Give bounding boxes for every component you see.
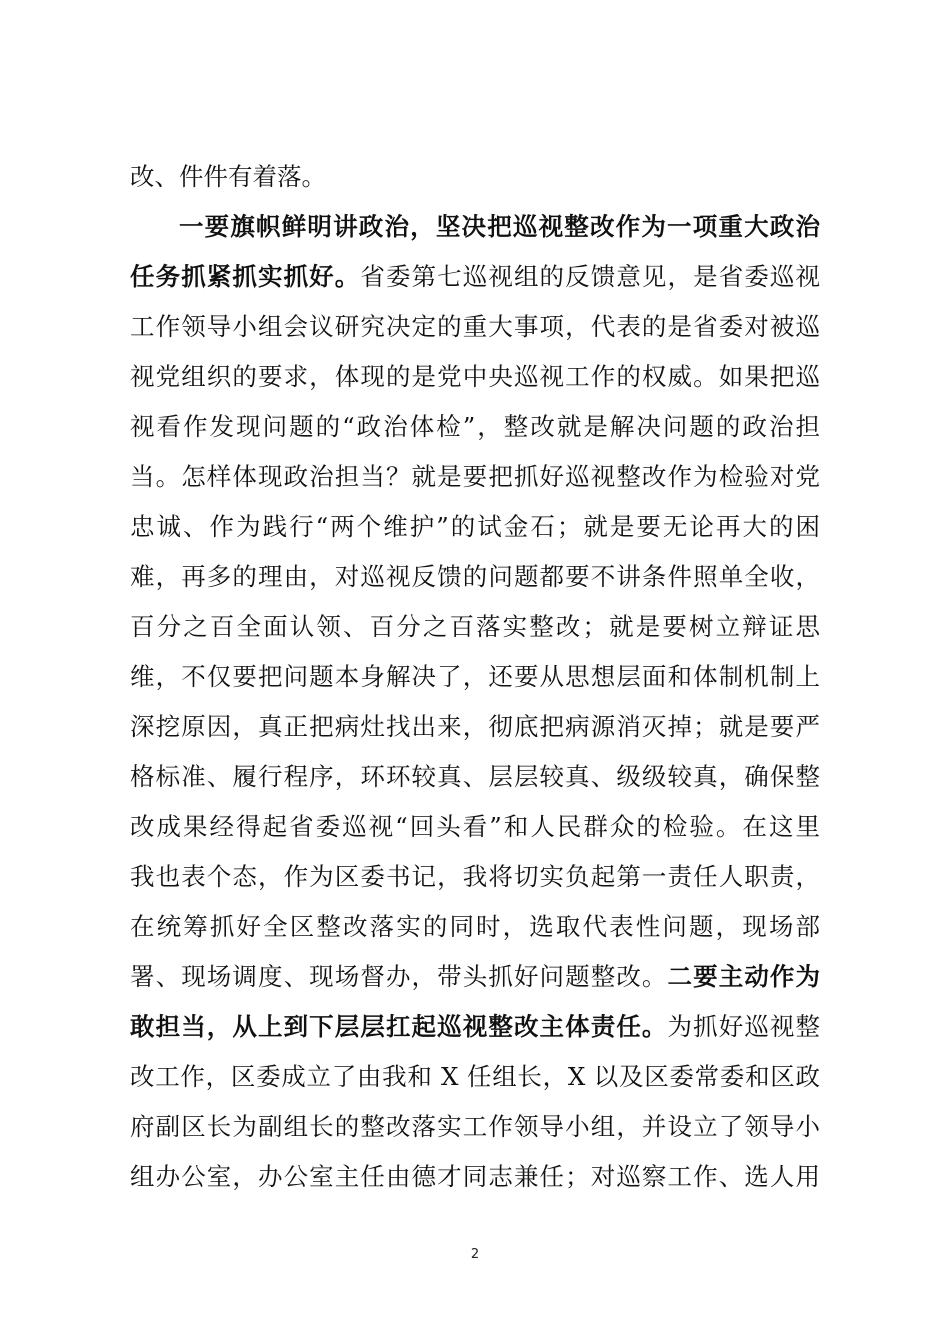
body-text (130, 152, 820, 1202)
bold-heading-2-end: 敢担当，从上到下层层扛起巡视整改主体责任。 (130, 1012, 668, 1041)
text-line-10: 百分之百全面认领、百分之百落实整改；就是要树立辩证思 (130, 612, 820, 641)
text-line-3: 任务抓紧抓实抓好。省委第七巡视组的反馈意见，是省委巡视 (130, 262, 820, 291)
bold-heading-1: 一要旗帜鲜明讲政治，坚决把巡视整改作为一项重大政治 (179, 212, 820, 241)
text-line-18: 敢担当，从上到下层层扛起巡视整改主体责任。为抓好巡视整 (130, 1012, 820, 1041)
bold-heading-2: 二要主动作为 (667, 962, 820, 991)
page-number: 2 (470, 1247, 480, 1262)
text-line-4: 工作领导小组会议研究决定的重大事项，代表的是省委对被巡 (130, 312, 820, 341)
text-line-21: 组办公室，办公室主任由德才同志兼任；对巡察工作、选人用 (130, 1162, 820, 1191)
text-line-6: 视看作发现问题的“政治体检”，整改就是解决问题的政治担 (130, 412, 820, 441)
text-line-7: 当。怎样体现政治担当？就是要把抓好巡视整改作为检验对党 (130, 462, 820, 491)
text-line-1: 改、件件有着落。 (130, 162, 326, 191)
text-line-15: 我也表个态，作为区委书记，我将切实负起第一责任人职责， (130, 862, 820, 891)
text-line-9: 难，再多的理由，对巡视反馈的问题都要不讲条件照单全收， (130, 562, 820, 591)
text-line-5: 视党组织的要求，体现的是党中央巡视工作的权威。如果把巡 (130, 362, 820, 391)
text-line-17: 署、现场调度、现场督办，带头抓好问题整改。二要主动作为 (130, 962, 820, 991)
text-line-12: 深挖原因，真正把病灶找出来，彻底把病源消灭掉；就是要严 (130, 712, 820, 741)
text-line-8: 忠诚、作为践行“两个维护”的试金石；就是要无论再大的困 (130, 512, 820, 541)
text-line-13: 格标准、履行程序，环环较真、层层较真、级级较真，确保整 (130, 762, 820, 791)
text-line-19: 改工作，区委成立了由我和 X 任组长，X 以及区委常委和区政 (130, 1062, 820, 1091)
text-line-16: 在统筹抓好全区整改落实的同时，选取代表性问题，现场部 (130, 912, 820, 941)
text-line-20: 府副区长为副组长的整改落实工作领导小组，并设立了领导小 (130, 1112, 820, 1141)
text-line-2 (130, 202, 820, 252)
text-line-11: 维，不仅要把问题本身解决了，还要从思想层面和体制机制上 (130, 662, 820, 691)
text-line-14: 改成果经得起省委巡视“回头看”和人民群众的检验。在这里 (130, 812, 820, 841)
bold-heading-1-end: 任务抓紧抓实抓好。 (130, 262, 361, 291)
